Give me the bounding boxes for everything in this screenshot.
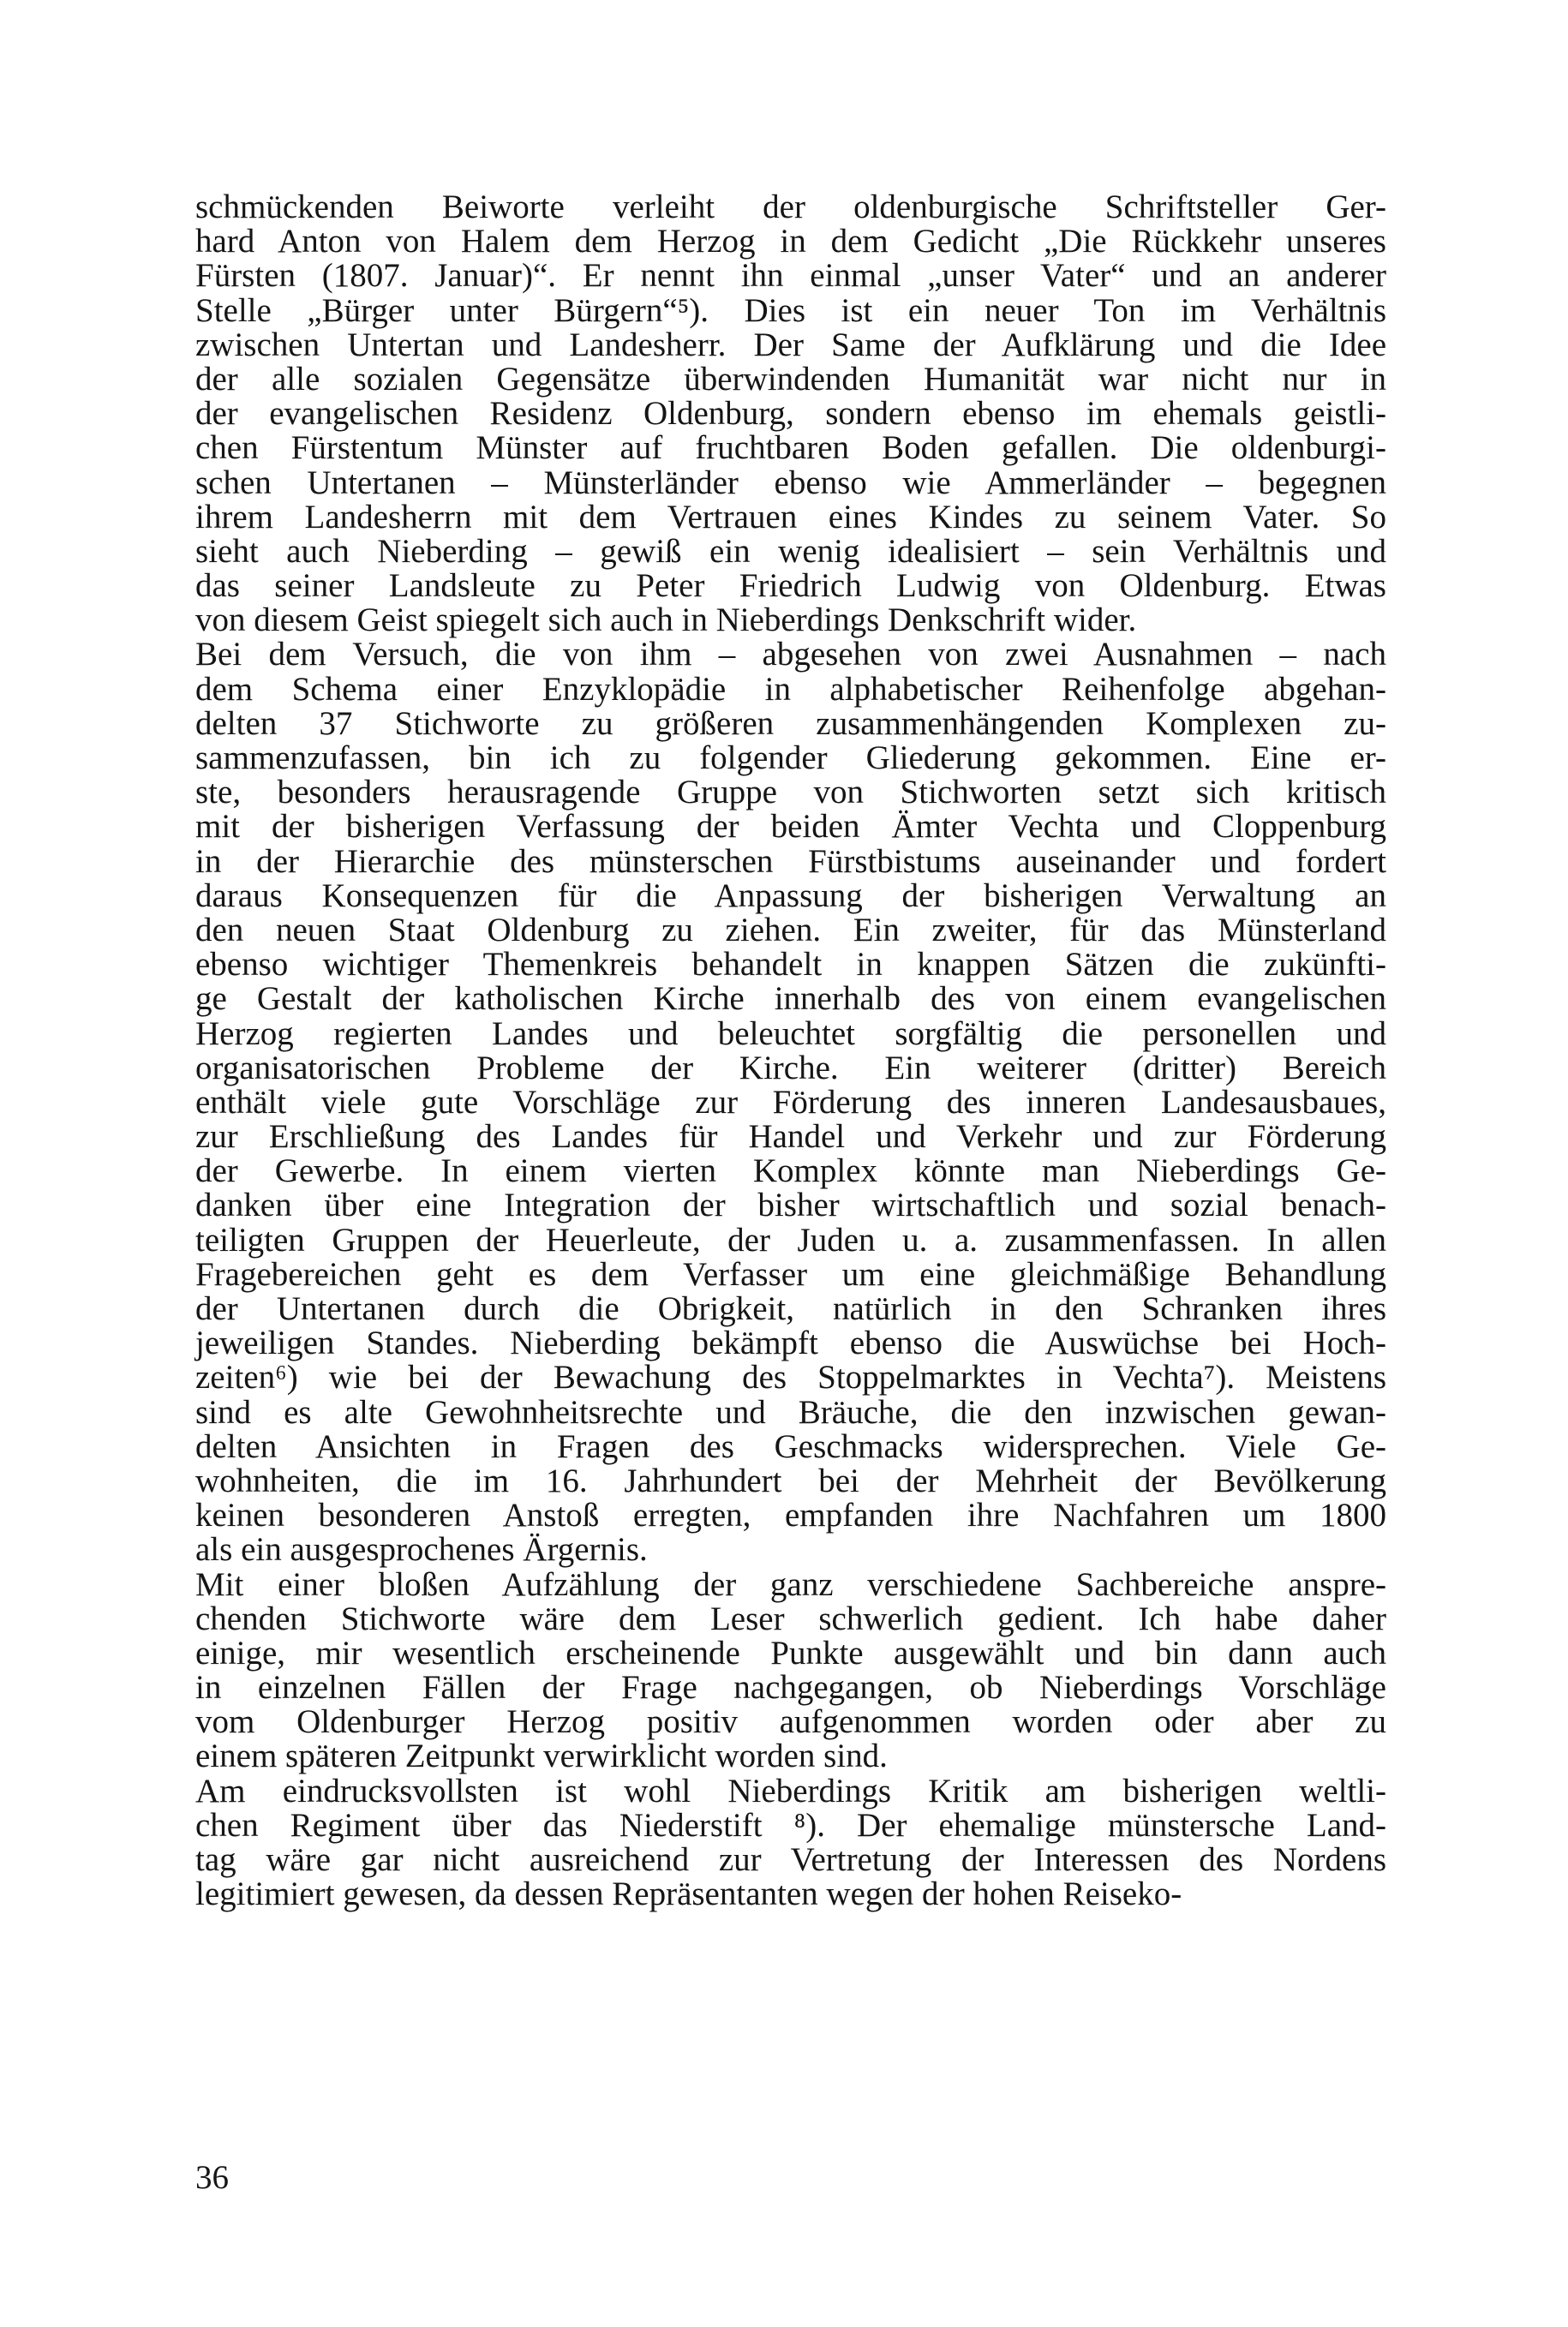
text-line: delten 37 Stichworte zu größeren zusammenhängenden Komplexen zu-	[195, 704, 1386, 742]
text-line: dem Schema einer Enzyklopädie in alphabetischer Reihenfolge abgehan-	[195, 670, 1386, 708]
text-line: als ein ausgesprochenes Ärgernis.	[195, 1531, 648, 1569]
text-line: ebenso wichtiger Themenkreis behandelt in knappen Sätzen die zukünfti-	[195, 946, 1386, 984]
text-line: sieht auch Nieberding – gewiß ein wenig idealisiert – sein Verhältnis und	[195, 532, 1386, 570]
text-line: einem späteren Zeitpunkt verwirklicht worden sind.	[195, 1738, 888, 1775]
text-line: delten Ansichten in Fragen des Geschmacks widersprechen. Viele Ge-	[195, 1427, 1386, 1465]
text-line: zwischen Untertan und Landesherr. Der Same der Aufklärung und die Idee	[195, 326, 1386, 363]
text-line: Bei dem Versuch, die von ihm – abgesehen von zwei Ausnahmen – nach	[195, 636, 1386, 673]
text-line: in der Hierarchie des münsterschen Fürstbistums auseinander und fordert	[195, 842, 1386, 880]
text-line: Mit einer bloßen Aufzählung der ganz verschiedene Sachbereiche anspre-	[195, 1565, 1386, 1603]
text-line: vom Oldenburger Herzog positiv aufgenommen worden oder aber zu	[195, 1703, 1386, 1741]
text-line: wohnheiten, die im 16. Jahrhundert bei der Mehrheit der Bevölkerung	[195, 1462, 1386, 1499]
text-line: einige, mir wesentlich erscheinende Punkte ausgewählt und bin dann auch	[195, 1634, 1386, 1672]
text-line: der Untertanen durch die Obrigkeit, natürlich in den Schranken ihres	[195, 1290, 1386, 1327]
text-line: Stelle „Bürger unter Bürgern“⁵). Dies ist ein neuer Ton im Verhältnis	[195, 291, 1386, 329]
text-line: das seiner Landsleute zu Peter Friedrich Ludwig von Oldenburg. Etwas	[195, 567, 1386, 605]
text-line: sind es alte Gewohnheitsrechte und Bräuche, die den inzwischen gewan-	[195, 1393, 1386, 1431]
text-line: chen Fürstentum Münster auf fruchtbaren Boden gefallen. Die oldenburgi-	[195, 429, 1386, 467]
text-line: Fragebereichen geht es dem Verfasser um eine gleichmäßige Behandlung	[195, 1255, 1386, 1293]
text-line: Fürsten (1807. Januar)“. Er nennt ihn einmal „unser Vater“ und an anderer	[195, 257, 1386, 295]
text-line: enthält viele gute Vorschläge zur Förderung des inneren Landesausbaues,	[195, 1083, 1386, 1121]
text-line: legitimiert gewesen, da dessen Repräsentanten wegen der hohen Reiseko-	[195, 1875, 1182, 1913]
text-line: sammenzufassen, bin ich zu folgender Gliederung gekommen. Eine er-	[195, 739, 1386, 776]
text-line: der Gewerbe. In einem vierten Komplex könnte man Nieberdings Ge-	[195, 1152, 1386, 1190]
text-line: schen Untertanen – Münsterländer ebenso wie Ammerländer – begegnen	[195, 464, 1386, 501]
text-line: schmückenden Beiworte verleiht der oldenburgische Schriftsteller Ger-	[195, 188, 1386, 225]
text-line: zeiten⁶) wie bei der Bewachung des Stoppelmarktes in Vechta⁷). Meistens	[195, 1359, 1386, 1397]
text-line: daraus Konsequenzen für die Anpassung der bisherigen Verwaltung an	[195, 876, 1386, 914]
text-line: den neuen Staat Oldenburg zu ziehen. Ein zweiter, für das Münsterland	[195, 911, 1386, 948]
text-line: zur Erschließung des Landes für Handel und Verkehr und zur Förderung	[195, 1118, 1386, 1156]
text-line: ste, besonders herausragende Gruppe von Stichworten setzt sich kritisch	[195, 774, 1386, 811]
text-line: jeweiligen Standes. Nieberding bekämpft ebenso die Auswüchse bei Hoch-	[195, 1325, 1386, 1362]
text-line: Herzog regierten Landes und beleuchtet sorgfältig die personellen und	[195, 1014, 1386, 1052]
text-line: der evangelischen Residenz Oldenburg, sondern ebenso im ehemals geistli-	[195, 395, 1386, 433]
text-line: in einzelnen Fällen der Frage nachgegangen, ob Nieberdings Vorschläge	[195, 1669, 1386, 1707]
text-line: mit der bisherigen Verfassung der beiden Ämter Vechta und Cloppenburg	[195, 808, 1386, 846]
text-line: teiligten Gruppen der Heuerleute, der Juden u. a. zusammenfassen. In allen	[195, 1221, 1386, 1259]
text-line: chenden Stichworte wäre dem Leser schwerlich gedient. Ich habe daher	[195, 1600, 1386, 1637]
text-line: danken über eine Integration der bisher wirtschaftlich und sozial benach-	[195, 1187, 1386, 1224]
text-line: hard Anton von Halem dem Herzog in dem Gedicht „Die Rückkehr unseres	[195, 223, 1386, 260]
text-line: Am eindrucksvollsten ist wohl Nieberdings Kritik am bisherigen weltli-	[195, 1772, 1386, 1810]
page-number: 36	[195, 2159, 229, 2196]
text-line: ge Gestalt der katholischen Kirche innerhalb des von einem evangelischen	[195, 980, 1386, 1018]
text-line: der alle sozialen Gegensätze überwindenden Humanität war nicht nur in	[195, 360, 1386, 398]
text-line: ihrem Landesherrn mit dem Vertrauen eines Kindes zu seinem Vater. So	[195, 498, 1386, 535]
text-line: chen Regiment über das Niederstift ⁸). Der ehemalige münstersche Land-	[195, 1806, 1386, 1844]
text-line: keinen besonderen Anstoß erregten, empfanden ihre Nachfahren um 1800	[195, 1497, 1386, 1534]
text-line: organisatorischen Probleme der Kirche. Ein weiterer (dritter) Bereich	[195, 1049, 1386, 1086]
text-line: von diesem Geist spiegelt sich auch in Nieberdings Denkschrift wider.	[195, 601, 1137, 639]
text-body	[195, 190, 1386, 1911]
text-line: tag wäre gar nicht ausreichend zur Vertretung der Interessen des Nordens	[195, 1841, 1386, 1878]
